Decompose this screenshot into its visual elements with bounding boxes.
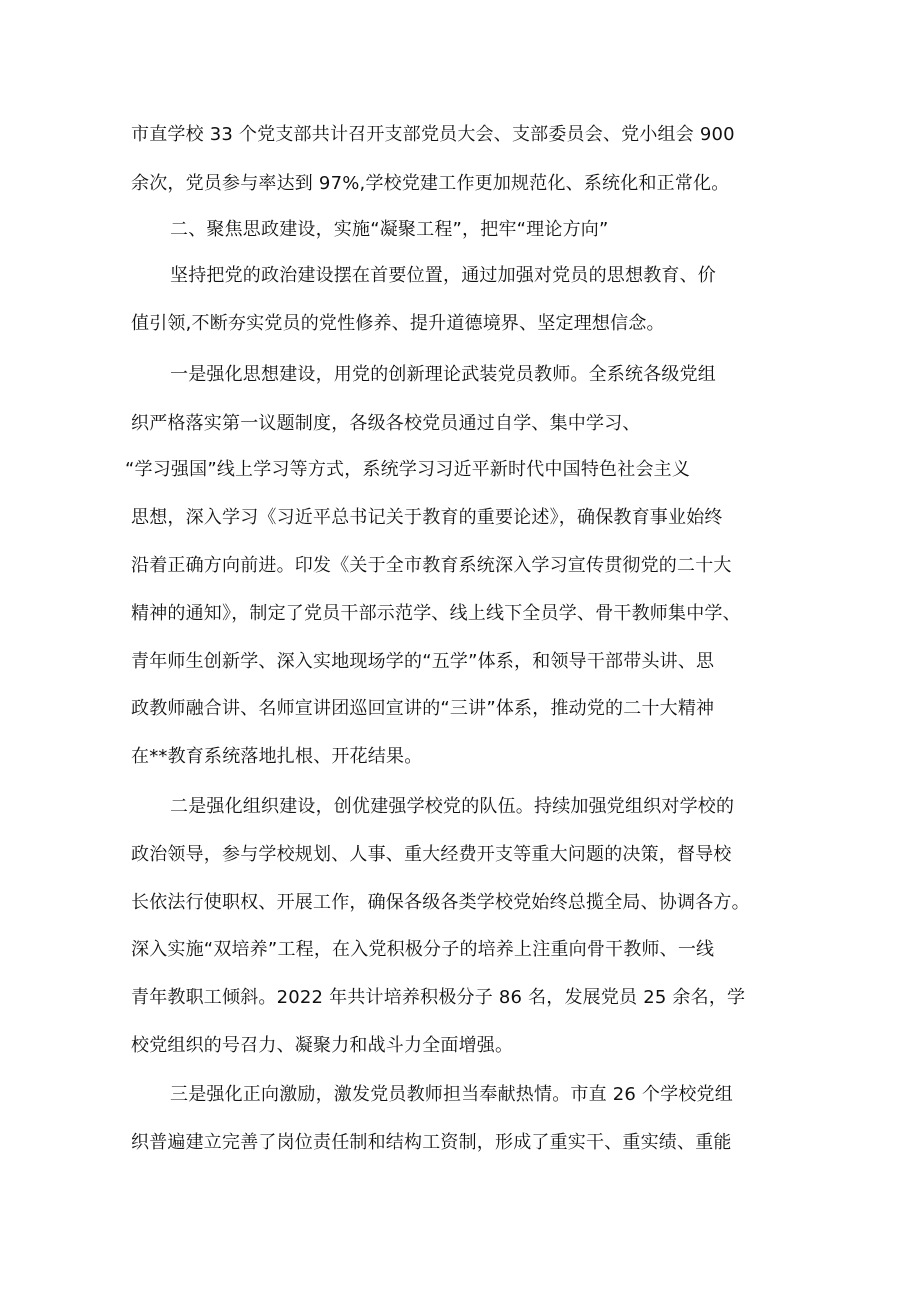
text-line: 思想，深入学习《习近平总书记关于教育的重要论述》，确保教育事业始终: [131, 507, 723, 528]
text-line: “学习强国”线上学习等方式，系统学习习近平新时代中国特色社会主义: [125, 459, 691, 480]
text-line: 三是强化正向激励，激发党员教师担当奉献热情。市直 26 个学校党组: [170, 1084, 733, 1105]
text-line: 值引领,不断夯实党员的党性修养、提升道德境界、坚定理想信念。: [131, 313, 665, 334]
text-line: 精神的通知》，制定了党员干部示范学、线上线下全员学、骨干教师集中学、: [131, 603, 741, 624]
text-line: 一是强化思想建设，用党的创新理论武装党员教师。全系统各级党组: [170, 364, 716, 385]
text-line: 沿着正确方向前进。印发《关于全市教育系统深入学习宣传贯彻党的二十大: [131, 555, 732, 576]
text-line: 织严格落实第一议题制度，各级各校党员通过自学、集中学习、: [131, 413, 641, 434]
section-heading: 二、聚焦思政建设，实施“凝聚工程”，把牢“理论方向”: [170, 219, 609, 240]
text-line: 二是强化组织建设，创优建强学校党的队伍。持续加强党组织对学校的: [170, 796, 735, 817]
text-line: 政教师融合讲、名师宣讲团巡回宣讲的“三讲”体系，推动党的二十大精神: [131, 698, 715, 719]
text-line: 长依法行使职权、开展工作，确保各级各类学校党始终总揽全局、协调各方。: [131, 892, 750, 913]
text-line: 织普遍建立完善了岗位责任制和结构工资制，形成了重实干、重实绩、重能: [131, 1132, 732, 1153]
text-line: 在**教育系统落地扎根、开花结果。: [131, 746, 423, 767]
text-line: 市直学校 33 个党支部共计召开支部党员大会、支部委员会、党小组会 900: [131, 124, 735, 145]
text-line: 政治领导，参与学校规划、人事、重大经费开支等重大问题的决策，督导校: [131, 844, 732, 865]
text-line: 校党组织的号召力、凝聚力和战斗力全面增强。: [131, 1035, 514, 1056]
text-line: 余次，党员参与率达到 97%,学校党建工作更加规范化、系统化和正常化。: [131, 173, 730, 194]
text-line: 坚持把党的政治建设摆在首要位置，通过加强对党员的思想教育、价: [170, 265, 716, 286]
text-line: 青年师生创新学、深入实地现场学的“五学”体系，和领导干部带头讲、思: [131, 651, 715, 672]
text-line: 深入实施“双培养”工程，在入党积极分子的培养上注重向骨干教师、一线: [131, 939, 715, 960]
text-line: 青年教职工倾斜。2022 年共计培养积极分子 86 名，发展党员 25 余名，学: [131, 987, 746, 1008]
